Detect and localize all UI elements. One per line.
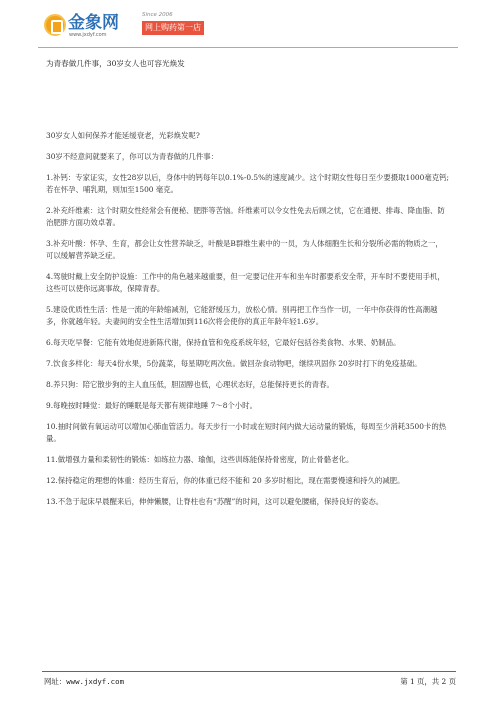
article-intro: 30岁不经意间就要来了，你可以为青春做的几件事： xyxy=(46,152,219,161)
page-header xyxy=(0,0,496,46)
footer-website xyxy=(44,676,124,687)
list-item: 7.饮食多样化：每天4份水果，5份蔬菜，每星期吃两次鱼。做回杂食动物吧，继续巩固你 20岁时打下的免疫基础。 xyxy=(46,359,422,368)
footer-divider xyxy=(42,671,456,672)
list-item: 1.补钙：专家证实，女性28岁以后，身体中的钙每年以0.1%-0.5%的速度减少。这个时期女性每日至少要摄取1000毫克钙;若在怀孕、哺乳期，则加至1500 毫克。 xyxy=(46,173,449,194)
list-item: 12.保持稳定的理想的体重：经历生育后，你的体重已经不能和 20 多岁时相比，现在需要慢速和持久的减肥。 xyxy=(46,476,405,485)
slogan-banner: 网上购药第一店 xyxy=(142,21,204,35)
list-item: 5.建设优质性生活：性是一流的年龄缩减剂，它能舒缓压力，放松心情。别再把工作当作一切，一年中你获得的性高潮越多，你就越年轻。夫妻间的安全性生活增加到116次将会使你的真正年龄年轻1.6岁。 xyxy=(46,305,438,326)
page-number: 第 1 页，共 2 页 xyxy=(400,677,456,686)
article-body xyxy=(46,130,450,517)
list-item: 6.每天吃早餐：它能有效地促进新陈代谢，保持血管和免疫系统年轻，它最好包括谷类食物、水果、奶制品。 xyxy=(46,338,401,347)
list-item: 3.补充叶酸：怀孕、生育，都会让女性营养缺乏，叶酸是B群维生素中的一员，为人体细胞生长和分裂所必需的物质之一，可以缓解营养缺乏症。 xyxy=(46,239,443,260)
header-divider xyxy=(38,47,458,48)
list-item: 10.抽时间做有氧运动可以增加心肺血管活力。每天步行一小时或在短时间内做大运动量的锻炼，每周至少消耗3500卡的热量。 xyxy=(46,422,447,443)
logo-text: 金象网 xyxy=(68,13,119,33)
list-item: 11.做增强力量和柔韧性的锻炼：如练拉力器、瑜伽，这些训练能保持骨密度，防止骨骼老化。 xyxy=(46,455,354,464)
list-item: 13.不急于起床早晨醒来后，伸伸懒腰，让脊柱也有“苏醒”的时间，这可以避免腰痛，保持良好的姿态。 xyxy=(46,497,384,506)
article-question: 30岁女人如何保养才能延缓衰老，光彩焕发呢? xyxy=(46,131,200,140)
since-label: Since 2006 xyxy=(142,12,173,18)
logo-mark-icon xyxy=(44,14,66,36)
site-logo[interactable] xyxy=(44,12,136,40)
logo-url: www.jxdyf.com xyxy=(69,32,107,38)
list-item: 4.驾驶时戴上安全防护设施：工作中的角色越来越重要，但一定要记住开车和坐车时都要系安全带，开车时不要使用手机，这些可以使你远离事故，保障青春。 xyxy=(46,272,445,293)
footer-url-link[interactable]: www.jxdyf.com xyxy=(66,677,125,686)
list-item: 2.补充纤维素：这个时期女性经常会有便秘、肥胖等苦恼。纤维素可以令女性免去后顾之忧，它在通便、排毒、降血脂、防治肥胖方面功效卓著。 xyxy=(46,206,445,227)
slogan-box xyxy=(142,12,210,40)
footer-url-label: 网址： xyxy=(44,677,67,686)
list-item: 8.养只狗：陪它散步狗的主人血压低，胆固醇也低，心理状态好，总能保持更长的青春。 xyxy=(46,380,334,389)
list-item: 9.每晚按时睡觉：最好的睡眠是每天都有规律地睡 7～8个小时。 xyxy=(46,401,257,410)
document-title: 为青春做几件事，30岁女人也可容光焕发 xyxy=(46,59,185,68)
